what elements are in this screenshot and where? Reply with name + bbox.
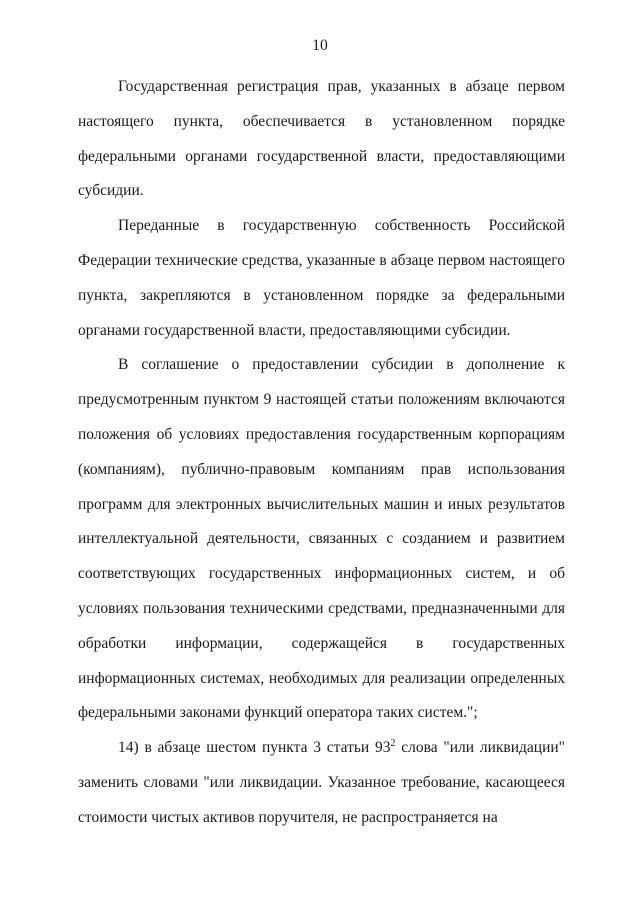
- article-superscript: 2: [390, 737, 396, 749]
- document-body: [78, 70, 565, 836]
- paragraph-transferred-equipment: Переданные в государственную собственность Российской Федерации технические средства, указанные в абзаце первом настоящего пункта, закрепляются в установленном порядке за федеральными органами государственной власти, предоставляющими субсидии.: [78, 217, 565, 339]
- paragraph-subsidy-agreement: В соглашение о предоставлении субсидии в дополнение к предусмотренным пунктом 9 настоящей статьи положениям включаются положения об условиях предоставления государственным корпорациям (компаниям), публично-правовым компаниям прав использования программ для электронных вычислительных машин и иных результатов интеллектуальной деятельности, связанных с созданием и развитием соответствующих государственных информационных систем, и об условиях пользования техническими средствами, предназначенными для обработки информации, содержащейся в государственных информационных системах, необходимых для реализации определенных федеральными законами функций оператора таких систем.";: [78, 356, 565, 722]
- page-number: 10: [312, 37, 328, 54]
- item-14-text-end: слова "или ликвидации" заменить словами "или ликвидации. Указанное требование, касающееся стоимости чистых активов поручителя, не распространяется на: [78, 739, 565, 826]
- item-14-text-start: 14) в абзаце шестом пункта 3 статьи 93: [118, 739, 391, 757]
- paragraph-item-14: [78, 731, 565, 835]
- paragraph-state-registration: Государственная регистрация прав, указанных в абзаце первом настоящего пункта, обеспечивается в установленном порядке федеральными органами государственной власти, предоставляющими субсидии.: [78, 78, 565, 200]
